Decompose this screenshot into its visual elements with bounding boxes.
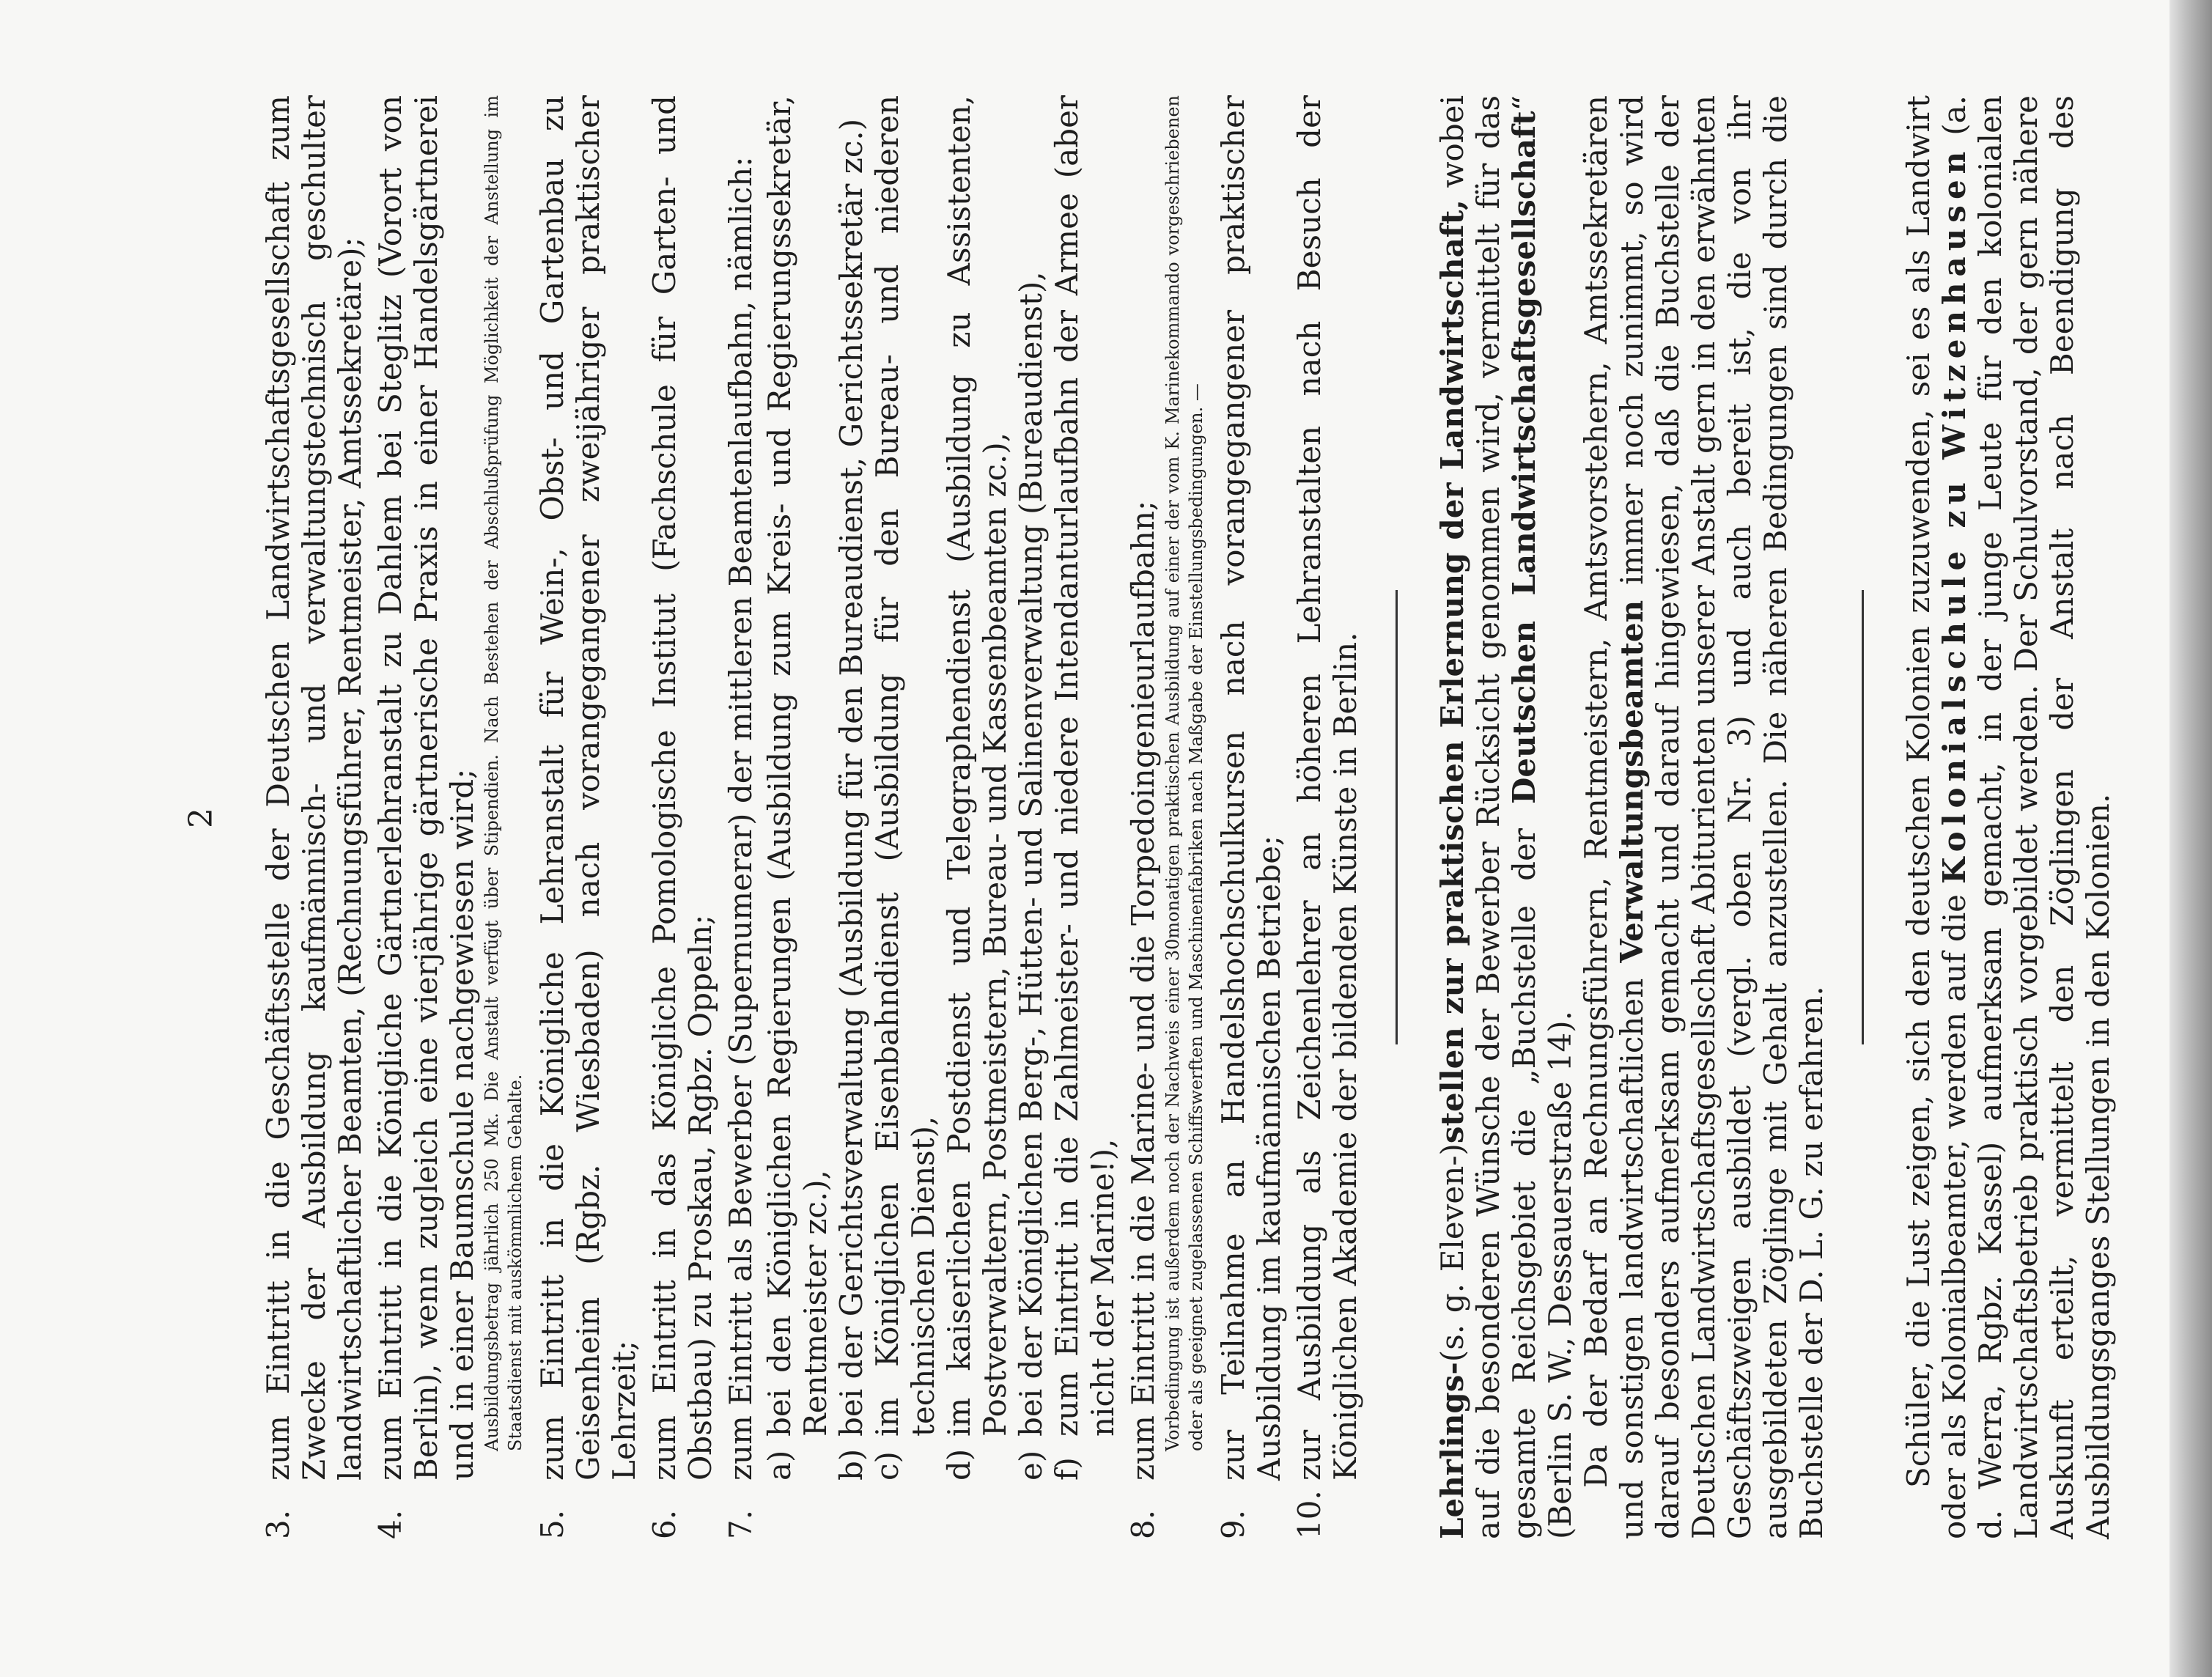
item-text: zum Eintritt als Bewerber (Supernumerar) der mittleren Beamtenlaufbahn, nämlich:	[723, 156, 759, 1481]
item-number: 5.	[534, 1509, 570, 1539]
sub-item-marker: a)	[762, 1450, 797, 1481]
sub-list-item	[941, 95, 1013, 1481]
bold-term: stellen zur praktischen Erlernung der Landwirtschaft,	[1434, 199, 1470, 1144]
sub-list-item	[762, 95, 833, 1481]
text-run: Schüler, die Lust zeigen, sich den deutschen Kolonien zuzuwenden, sei es als Landwirt oder als Kolonialbeamter, werden auf die	[1901, 95, 1972, 1539]
item-footnote: Vorbedingung ist außerdem noch der Nachweis einer 30monatigen praktischen Ausbildung auf einer der vom K. Marinekommando vorgeschriebenen oder als geeignet zugelassenen Schiffswerften und Maschinenfabriken nach Maßgabe der Einstellungsbedingungen. —	[1162, 95, 1206, 1451]
numbered-list	[260, 95, 1363, 1539]
sub-item-marker: d)	[941, 1448, 977, 1481]
sub-item-text: im Königlichen Eisenbahndienst (Ausbildung für den Bureau- und niederen technischen Dienst),	[869, 95, 941, 1437]
item-number: 8.	[1125, 1509, 1161, 1539]
item-footnote: Ausbildungsbetrag jährlich 250 Mk. Die Anstalt verfügt über Stipendien. Nach Bestehen der Abschlußprüfung Möglichkeit der Anstellung im Staatsdienst mit auskömmlichem Gehalte.	[482, 95, 526, 1451]
list-item	[372, 95, 530, 1539]
list-item	[1291, 95, 1363, 1539]
paragraph-colonies	[1901, 95, 2116, 1539]
item-number: 10.	[1291, 1490, 1327, 1539]
sub-item-text: bei der Königlichen Berg-, Hütten- und Salinenverwaltung (Bureaudienst),	[1013, 271, 1049, 1437]
bold-term: Lehrlings-	[1434, 1362, 1470, 1539]
sub-item-text: zum Eintritt in die Zahlmeister- und niedere Intendanturlaufbahn der Armee (aber nicht der Marine!),	[1049, 95, 1121, 1437]
item-number: 6.	[646, 1509, 682, 1539]
item-number: 4.	[372, 1509, 408, 1539]
sub-list	[762, 95, 1121, 1481]
list-item	[260, 95, 368, 1539]
text-run: Da der Bedarf an Rechnungsführern, Rentmeistern, Amtsvorstehern, Amtssekretären und sonstigen landwirtschaftlichen	[1578, 95, 1650, 1539]
item-text: zum Eintritt in die Königliche Lehranstalt für Wein-, Obst- und Gartenbau zu Geisenheim (Rgbz. Wiesbaden) nach vorangegangener zweijähriger praktischer Lehrzeit;	[534, 95, 642, 1481]
item-text: zum Eintritt in die Marine- und die Torpedoingenieurlaufbahn;	[1125, 500, 1161, 1481]
bold-term: Verwaltungsbeamten	[1614, 600, 1650, 963]
paragraph-apprenticeship	[1434, 95, 1578, 1539]
text-run: wobei auf die besonderen Wünsche der Bewerber Rücksicht genommen wird, vermittelt für das gesamte Reichsgebiet die „Buchstelle der	[1434, 95, 1542, 1539]
list-item	[1125, 95, 1211, 1539]
sub-item-text: im kaiserlichen Postdienst und Telegraphendienst (Ausbildung zu Assistenten, Postverwaltern, Postmeistern, Bureau- und Kassenbeamten zc.),	[941, 95, 1013, 1437]
item-number: 3.	[260, 1509, 296, 1539]
sub-item-marker: b)	[833, 1448, 869, 1481]
sub-item-marker: f)	[1049, 1457, 1085, 1481]
list-item	[723, 95, 1121, 1539]
text-run: (s. g. Eleven-)	[1434, 1143, 1470, 1363]
sub-list-item	[1049, 95, 1121, 1481]
list-item	[534, 95, 642, 1539]
item-text: zum Eintritt in die Geschäftsstelle der Deutschen Landwirtschaftsgesellschaft zum Zwecke der Ausbildung kaufmännisch- und verwaltungstechnisch geschulter landwirtschaftlicher Beamten, (Rechnungsführer, Rentmeister, Amtssekretäre);	[260, 95, 368, 1481]
item-text: zum Eintritt in das Königliche Pomologische Institut (Fachschule für Garten- und Obstbau) zu Proskau, Rgbz. Oppeln;	[646, 95, 718, 1481]
rotated-page-content	[183, 95, 2116, 1539]
sub-item-text: bei der Gerichtsverwaltung (Ausbildung für den Bureaudienst, Gerichtssekretär zc.)	[833, 118, 869, 1437]
section-divider	[1396, 590, 1398, 1044]
item-number: 7.	[723, 1509, 759, 1539]
list-item	[1215, 95, 1287, 1539]
list-item	[646, 95, 718, 1539]
bold-term: Deutschen Landwirtschaftsgesellschaft	[1506, 111, 1542, 805]
sub-list-item	[833, 95, 869, 1481]
text-run: immer noch zunimmt, so wird darauf besonders aufmerksam gemacht und darauf hingewiesen, daß die Buchstelle der Deutschen Landwirtschaftsgesellschaft Abiturienten unserer Anstalt gern in den erwähnten Geschäftszweigen ausbildet (vergl. oben Nr. 3) und auch bereit ist, die von ihr ausgebildeten Zöglinge mit Gehalt anzustellen. Die näheren Bedingungen sind durch die Buchstelle der D. L. G. zu erfahren.	[1614, 95, 1829, 1539]
sub-item-text: bei den Königlichen Regierungen (Ausbildung zum Kreis- und Regierungssekretär, Rentmeister zc.),	[762, 95, 833, 1437]
item-text: zur Ausbildung als Zeichenlehrer an höheren Lehranstalten nach Besuch der Königlichen Akademie der bildenden Künste in Berlin.	[1291, 95, 1363, 1481]
spaced-term: Kolonialschule zu Witzenhausen	[1936, 145, 1972, 884]
text-run: (a. d. Werra, Rgbz. Kassel) aufmerksam gemacht, in der junge Leute für den kolonialen Landwirtschaftsbetrieb praktisch vorgebildet werden. Der Schulvorstand, der gern nähere Auskunft erteilt, vermittelt den Zöglingen der Anstalt nach Beendigung des Ausbildungsganges Stellungen in den Kolonien.	[1936, 95, 2116, 1539]
section-divider	[1862, 590, 1864, 1044]
paragraph-administration	[1578, 95, 1829, 1539]
page-edge-shadow	[2169, 0, 2212, 1677]
text-run: “ (Berlin S. W., Dessauerstraße 14).	[1506, 95, 1578, 1539]
sub-list-item	[1013, 95, 1049, 1481]
sub-item-marker: c)	[869, 1451, 905, 1481]
page-number: 2	[183, 806, 220, 828]
sub-item-marker: e)	[1013, 1450, 1049, 1481]
sub-list-item	[869, 95, 941, 1481]
item-text: zum Eintritt in die Königliche Gärtnerlehranstalt zu Dahlem bei Steglitz (Vorort von Berlin), wenn zugleich eine vierjährige gärtnerische Praxis in einer Handelsgärtnerei und in einer Baumschule nachgewiesen wird;	[372, 95, 480, 1481]
item-number: 9.	[1215, 1509, 1251, 1539]
item-text: zur Teilnahme an Handelshochschulkursen nach vorangegangener praktischer Ausbildung im kaufmännischen Betriebe;	[1215, 95, 1287, 1481]
